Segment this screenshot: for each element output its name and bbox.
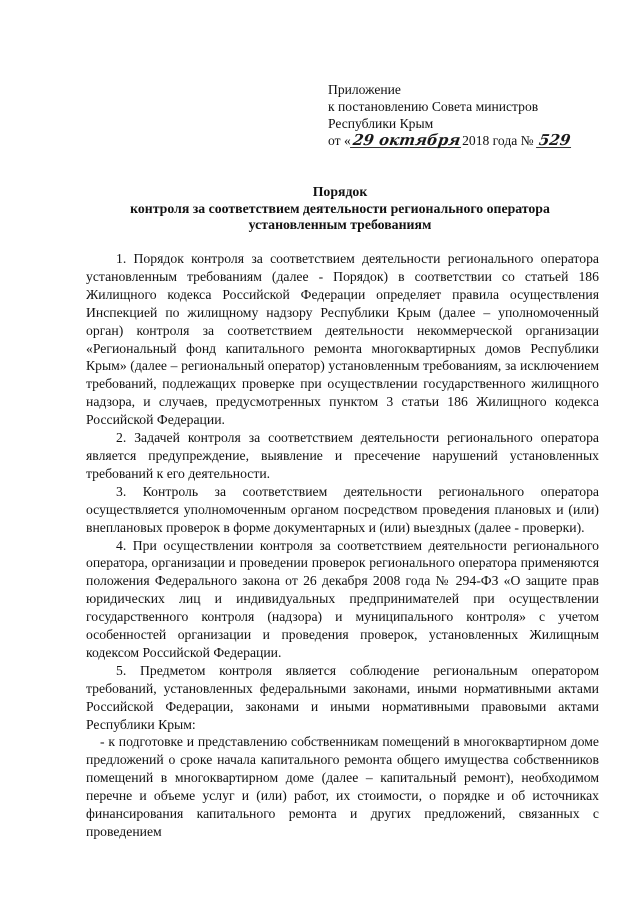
title-line-2: контроля за соответствием деятельности регионального оператора bbox=[130, 200, 550, 216]
title-line-1: Порядок bbox=[312, 184, 368, 199]
appendix-block bbox=[328, 81, 608, 149]
paragraph-3: 3. Контроль за соответствием деятельности регионального оператора осуществляется уполномоченным органом посредством проведения плановых и (или) внеплановых проверок в форме документарных и (или) выездных (далее - проверки). bbox=[86, 483, 599, 535]
appendix-date-line bbox=[328, 132, 608, 149]
date-prefix: от « bbox=[328, 133, 351, 148]
dash-list-item: - к подготовке и представлению собственникам помещений в многоквартирном доме предложений о сроке начала капитального ремонта общего имущества собственников помещений в многоквартирном доме (далее – капитальный ремонт), необходимом перечне и объеме услуг и (или) работ, их стоимости, о порядке и об источниках финансирования капитального ремонта и других предложений, связанных с проведением bbox=[86, 734, 599, 839]
handwritten-date: 29 октября bbox=[351, 131, 462, 149]
paragraph-5: 5. Предметом контроля является соблюдение региональным оператором требований, установленных федеральными законами, иными нормативными актами Российской Федерации, законами и иными нормативными правовыми актами Республики Крым: bbox=[86, 662, 599, 732]
document-title bbox=[60, 184, 620, 234]
paragraph-4: 4. При осуществлении контроля за соответствием деятельности регионального оператора, организации и проведении проверок регионального оператора применяются положения Федерального закона от 26 декабря 2008 года № 294-ФЗ «О защите прав юридических лиц и индивидуальных предпринимателей при осуществлении государственного контроля (надзора) и муниципального контроля» с учетом особенностей организации и проведения проверок, установленных Жилищным кодексом Российской Федерации. bbox=[86, 537, 599, 660]
appendix-line-3: Республики Крым bbox=[328, 116, 434, 131]
handwritten-number: 529 bbox=[537, 131, 572, 149]
paragraph-1: 1. Порядок контроля за соответствием деятельности регионального оператора установленным требованиям (далее - Порядок) в соответствии со статьей 186 Жилищного кодекса Российской Федерации определяет правила осуществления Инспекцией по жилищному надзору Республики Крым (далее – уполномоченный орган) контроля за соответствием деятельности некоммерческой организации «Региональный фонд капитального ремонта многоквартирных домов Республики Крым» (далее – региональный оператор) установленным требованиям, за исключением требований, подлежащих проверке при осуществлении государственного жилищного надзора, и случаев, предусмотренных пунктом 3 статьи 186 Жилищного кодекса Российской Федерации. bbox=[86, 251, 599, 428]
title-line-3: установленным требованиям bbox=[248, 217, 432, 232]
document-body bbox=[86, 250, 599, 841]
date-suffix: 2018 года № bbox=[462, 133, 534, 148]
paragraph-2: 2. Задачей контроля за соответствием деятельности регионального оператора является предупреждение, выявление и пресечение нарушений установленных требований к его деятельности. bbox=[86, 430, 599, 481]
appendix-line-1: Приложение bbox=[328, 82, 401, 97]
appendix-line-2: к постановлению Совета министров bbox=[328, 99, 539, 114]
